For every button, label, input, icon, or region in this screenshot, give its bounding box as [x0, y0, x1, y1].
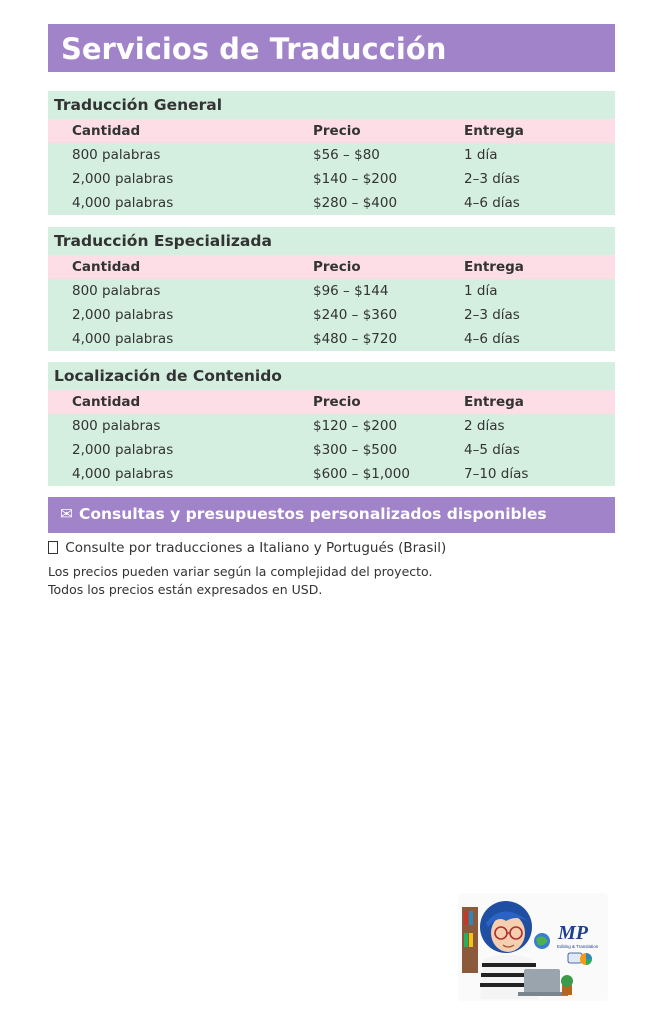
column-header-quantity: Cantidad — [72, 259, 141, 275]
section-title: Localización de Contenido — [54, 367, 282, 385]
quantity-cell: 4,000 palabras — [72, 331, 174, 347]
quantity-cell: 800 palabras — [72, 418, 161, 434]
column-header-quantity: Cantidad — [72, 123, 141, 139]
price-cell: $96 – $144 — [313, 283, 389, 299]
column-header-quantity: Cantidad — [72, 394, 141, 410]
price-cell: $56 – $80 — [313, 147, 380, 163]
price-cell: $140 – $200 — [313, 171, 398, 187]
variation-note: Los precios pueden variar según la complejidad del proyecto. — [48, 564, 433, 579]
quantity-cell: 4,000 palabras — [72, 195, 174, 211]
delivery-cell: 4–5 días — [464, 442, 520, 458]
brand-logo — [458, 893, 608, 1001]
delivery-cell: 2 días — [464, 418, 505, 434]
delivery-cell: 2–3 días — [464, 307, 520, 323]
table-header-row — [48, 255, 615, 279]
delivery-cell: 2–3 días — [464, 171, 520, 187]
table-row — [48, 279, 615, 303]
currency-note: Todos los precios están expresados en USD. — [48, 582, 323, 597]
delivery-cell: 4–6 días — [464, 331, 520, 347]
quantity-cell: 4,000 palabras — [72, 466, 174, 482]
quantity-cell: 2,000 palabras — [72, 171, 174, 187]
page-header — [48, 24, 615, 72]
delivery-cell: 1 día — [464, 147, 498, 163]
logo-monogram: MP — [558, 922, 588, 944]
delivery-cell: 7–10 días — [464, 466, 529, 482]
section-title: Traducción General — [54, 96, 223, 114]
table-row — [48, 191, 615, 215]
column-header-delivery: Entrega — [464, 394, 524, 410]
column-header-delivery: Entrega — [464, 259, 524, 275]
table-header-row — [48, 119, 615, 143]
table-row — [48, 462, 615, 486]
column-header-price: Precio — [313, 123, 361, 139]
column-header-delivery: Entrega — [464, 123, 524, 139]
delivery-cell: 4–6 días — [464, 195, 520, 211]
column-header-price: Precio — [313, 259, 361, 275]
price-cell: $480 – $720 — [313, 331, 398, 347]
languages-note-text: Consulte por traducciones a Italiano y Portugués (Brasil) — [65, 540, 447, 556]
price-cell: $280 – $400 — [313, 195, 398, 211]
price-cell: $120 – $200 — [313, 418, 398, 434]
delivery-cell: 1 día — [464, 283, 498, 299]
quantity-cell: 800 palabras — [72, 283, 161, 299]
price-cell: $240 – $360 — [313, 307, 398, 323]
quantity-cell: 2,000 palabras — [72, 307, 174, 323]
quantity-cell: 2,000 palabras — [72, 442, 174, 458]
page-title: Servicios de Traducción — [61, 32, 447, 66]
table-row — [48, 143, 615, 167]
price-section-localization — [48, 362, 615, 486]
section-title: Traducción Especializada — [54, 232, 272, 250]
flag-icon — [48, 541, 58, 554]
custom-quote-banner — [48, 497, 615, 533]
price-cell: $600 – $1,000 — [313, 466, 410, 482]
column-header-price: Precio — [313, 394, 361, 410]
table-row — [48, 167, 615, 191]
price-cell: $300 – $500 — [313, 442, 398, 458]
envelope-icon: ✉ — [60, 505, 73, 523]
quantity-cell: 800 palabras — [72, 147, 161, 163]
table-row — [48, 303, 615, 327]
brand-logo-illustration — [458, 893, 608, 1001]
table-row — [48, 438, 615, 462]
table-header-row — [48, 390, 615, 414]
languages-note — [48, 540, 446, 556]
table-row — [48, 414, 615, 438]
table-row — [48, 327, 615, 351]
logo-tagline: Editing & Translation — [557, 944, 599, 949]
banner-text: Consultas y presupuestos personalizados disponibles — [79, 505, 547, 523]
price-section-general — [48, 91, 615, 215]
price-section-specialized — [48, 227, 615, 351]
